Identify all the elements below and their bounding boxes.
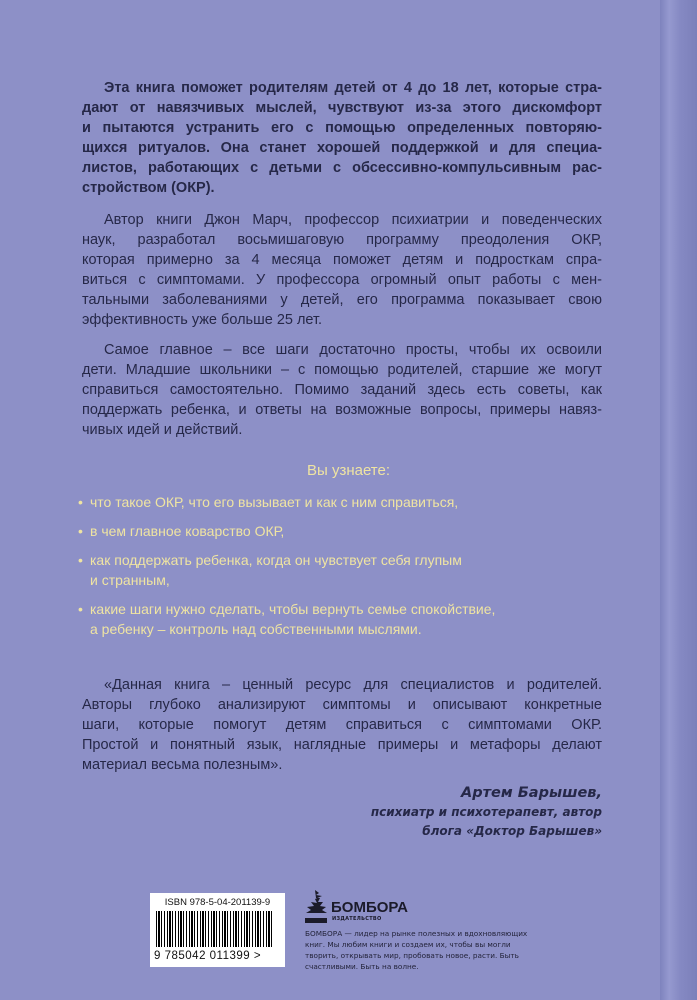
text-line: стройством (ОКР). (82, 180, 215, 196)
reviewer-blog: блога «Доктор Барышев» (422, 824, 602, 838)
author-paragraph (82, 210, 602, 330)
book-spine (660, 0, 697, 1000)
publisher-subtitle: ИЗДАТЕЛЬСТВО (332, 916, 382, 922)
text-line: чивых идей и действий. (82, 422, 243, 438)
text-line: поддержать ребенка, и ответы на возможные вопросы, примеры навяз- (82, 402, 602, 418)
text-line: Простой и понятный язык, наглядные примеры и метафоры делают (82, 737, 602, 753)
list-item: • в чем главное коварство ОКР, (78, 521, 638, 541)
text-line: шаги, которые помогут детям справиться с симптомами ОКР. (82, 717, 602, 733)
text-line: Авторы глубоко анализируют симптомы и описывают конкретные (82, 697, 602, 713)
text-line: которая примерно за 4 месяца поможет детям и подросткам спра- (82, 252, 602, 268)
main-paragraph (82, 340, 602, 440)
publisher-figure-icon (305, 889, 327, 923)
publisher-logo (305, 889, 408, 923)
barcode-label (150, 893, 285, 967)
text-line: дают от навязчивых мыслей, чувствуют из-за этого дискомфорт (82, 100, 602, 116)
text-line: справиться самостоятельно. Помимо заданий здесь есть советы, как (82, 382, 602, 398)
intro-paragraph (82, 78, 602, 198)
text-line: наук, разработал восьмишаговую программу преодоления ОКР, (82, 232, 602, 248)
review-quote (82, 675, 602, 775)
learn-heading: Вы узнаете: (306, 462, 390, 479)
text-line: щихся ритуалов. Она станет хорошей поддержкой и для специа- (82, 140, 602, 156)
reviewer-role: психиатр и психотерапевт, автор (370, 805, 602, 819)
list-item: • как поддержать ребенка, когда он чувствует себя глупым и странным, (78, 550, 638, 590)
barcode-number: 9 785042 011399 > (154, 950, 262, 962)
reviewer-name: Артем Барышев, (461, 785, 602, 801)
text-line: виться с симптомами. У профессора огромный опыт работы с мен- (82, 272, 602, 288)
text-line: «Данная книга – ценный ресурс для специалистов и родителей. (104, 677, 602, 693)
text-line: Самое главное – все шаги достаточно просты, чтобы их освоили (104, 342, 602, 358)
isbn-text: ISBN 978-5-04-201139-9 (164, 897, 271, 908)
text-line: листов, работающих с детьми с обсессивно-компульсивным рас- (82, 160, 602, 176)
publisher-name: БОМБОРА (331, 899, 408, 916)
text-line: материал весьма полезным». (82, 757, 283, 773)
publisher-about: БОМБОРА — лидер на рынке полезных и вдохновляющих книг. Мы любим книги и создаем их, чтобы вы могли творить, открывать мир, пробовать новое, расти. Быть счастливыми. Быть на волне. (305, 929, 528, 971)
text-line: и пытаются устранить его с помощью определенных повторяю- (82, 120, 602, 136)
text-line: дети. Младшие школьники – с помощью родителей, старшие же могут (82, 362, 602, 378)
text-line: тальными заболеваниями у детей, его программа показывает свою (82, 292, 602, 308)
quote-attribution (371, 783, 602, 841)
learn-list (78, 492, 638, 648)
list-item: • какие шаги нужно сделать, чтобы вернуть семье спокойствие, а ребенку – контроль над собственными мыслями. (78, 599, 638, 639)
list-item: • что такое ОКР, что его вызывает и как с ним справиться, (78, 492, 638, 512)
text-line: Автор книги Джон Марч, профессор психиатрии и поведенческих (104, 212, 602, 228)
text-line: эффективность уже больше 25 лет. (82, 312, 323, 328)
barcode-icon (156, 911, 274, 947)
text-line: Эта книга поможет родителям детей от 4 до 18 лет, которые стра- (104, 80, 602, 96)
